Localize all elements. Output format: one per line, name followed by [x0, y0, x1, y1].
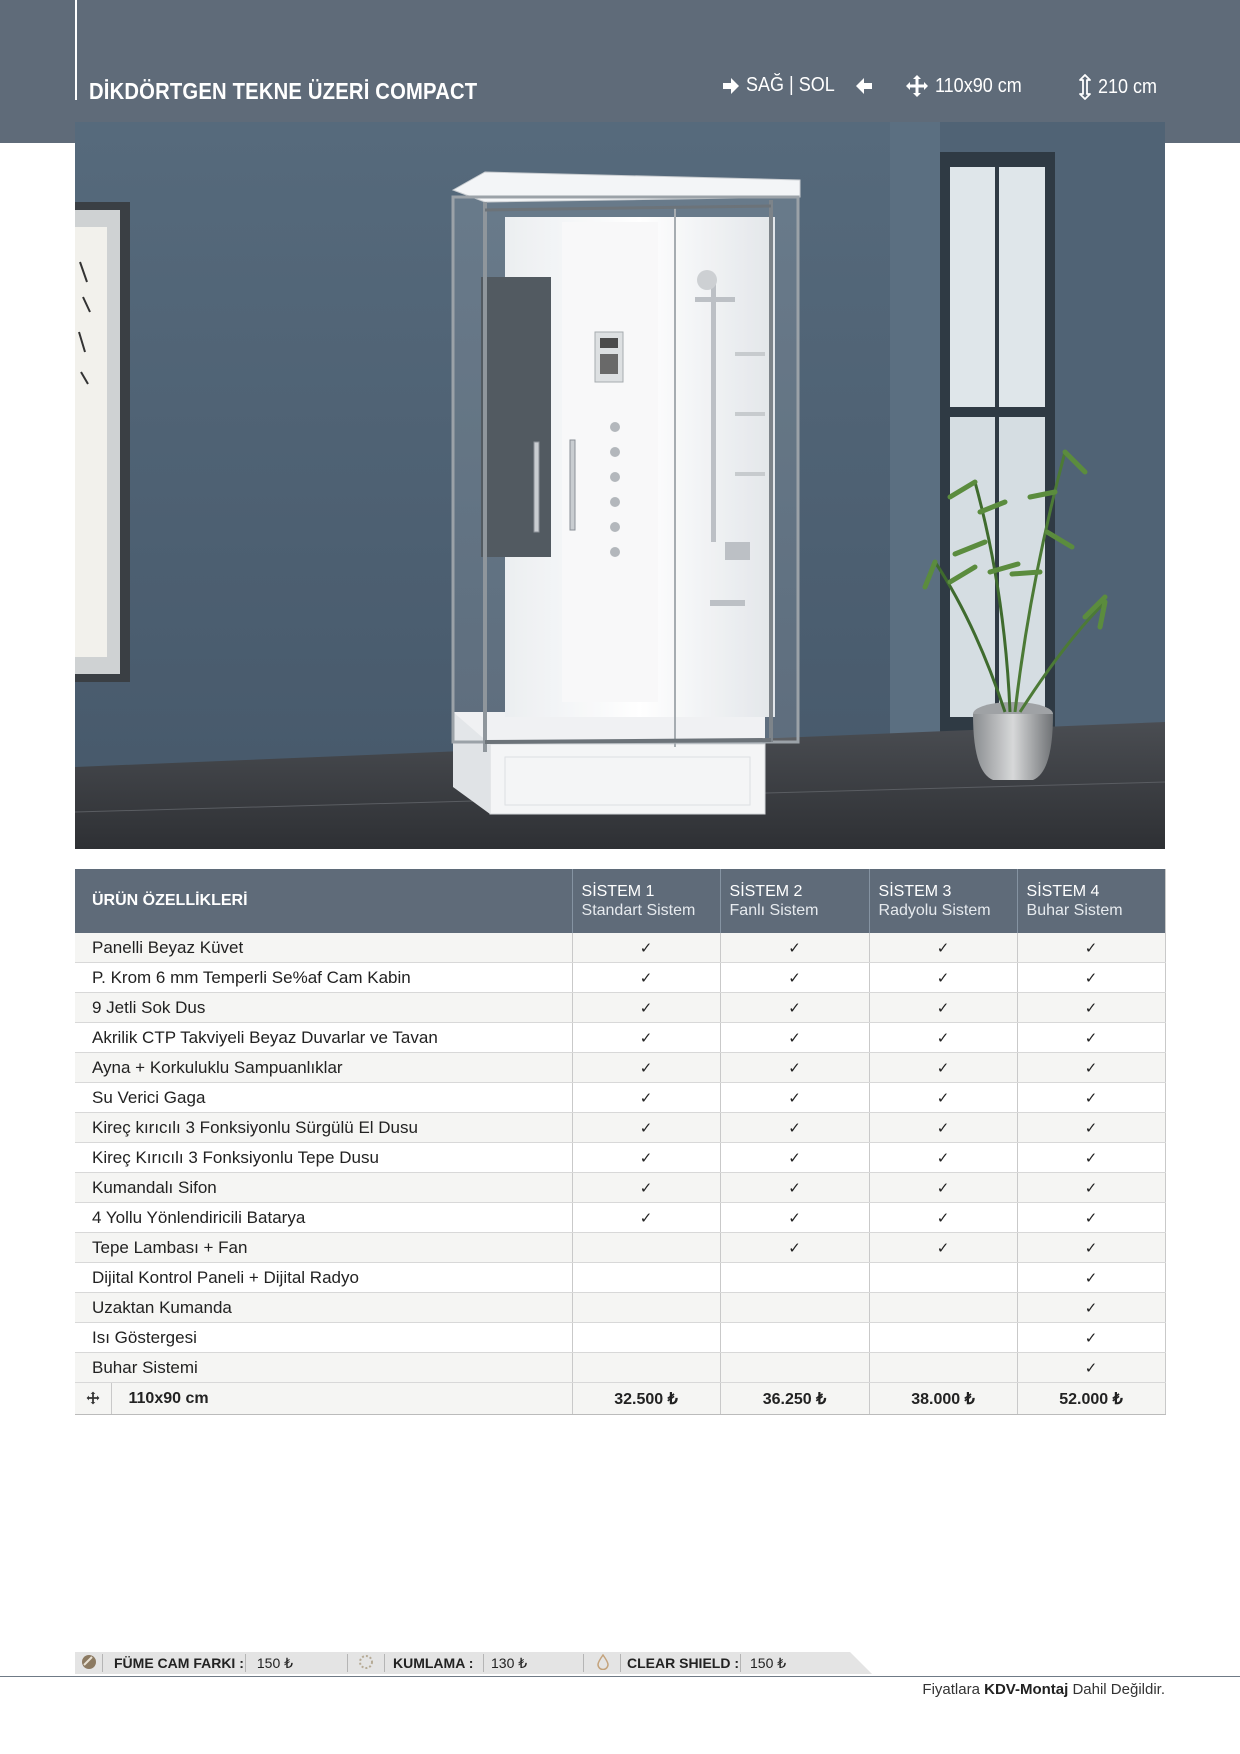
- feature-label: Kireç kırıcılı 3 Fonksiyonlu Sürgülü El Dusu: [75, 1113, 572, 1143]
- price-system-2: 36.250 ₺: [720, 1383, 869, 1415]
- height-arrow-icon: [1078, 74, 1092, 100]
- price-size-label: 110x90 cm: [111, 1383, 572, 1415]
- price-system-4: 52.000 ₺: [1017, 1383, 1165, 1415]
- system-4-header: SİSTEM 4 Buhar Sistem: [1017, 869, 1165, 933]
- feature-label: Ayna + Korkuluklu Sampuanlıklar: [75, 1053, 572, 1083]
- table-row: [75, 1233, 1165, 1263]
- option-divider: [620, 1654, 621, 1672]
- empty-cell: [572, 1293, 720, 1323]
- feature-label: 9 Jetli Sok Dus: [75, 993, 572, 1023]
- check-mark-icon: ✓: [572, 933, 720, 963]
- system-1-header: SİSTEM 1 Standart Sistem: [572, 869, 720, 933]
- empty-cell: [720, 1263, 869, 1293]
- option-clear-shield: [595, 1652, 611, 1674]
- check-mark-icon: ✓: [869, 1023, 1017, 1053]
- water-drop-icon: [595, 1654, 611, 1673]
- option-divider: [740, 1654, 741, 1672]
- check-mark-icon: ✓: [1017, 1353, 1165, 1383]
- table-header-row: [75, 869, 1165, 933]
- empty-cell: [572, 1263, 720, 1293]
- system-2-header: SİSTEM 2 Fanlı Sistem: [720, 869, 869, 933]
- price-row: [75, 1383, 1165, 1415]
- option-smoke-glass-label: FÜME CAM FARKI :: [114, 1655, 244, 1671]
- check-mark-icon: ✓: [1017, 1173, 1165, 1203]
- height-spec: [1078, 74, 1170, 100]
- feature-label: Kireç Kırıcılı 3 Fonksiyonlu Tepe Dusu: [75, 1143, 572, 1173]
- arrow-left-icon: [855, 77, 873, 95]
- check-mark-icon: ✓: [1017, 1053, 1165, 1083]
- option-clear-shield-label: CLEAR SHIELD :: [627, 1655, 739, 1671]
- option-divider: [583, 1654, 584, 1672]
- table-row: [75, 1053, 1165, 1083]
- check-mark-icon: ✓: [720, 1233, 869, 1263]
- table-row: [75, 1293, 1165, 1323]
- option-divider: [102, 1654, 103, 1672]
- option-divider: [384, 1654, 385, 1672]
- empty-cell: [720, 1353, 869, 1383]
- table-row: [75, 1143, 1165, 1173]
- feature-label: Panelli Beyaz Küvet: [75, 933, 572, 963]
- check-mark-icon: ✓: [720, 963, 869, 993]
- direction-spec: [722, 74, 873, 97]
- option-clear-shield-price-wrap: [750, 1652, 786, 1674]
- option-sandblast-label: KUMLAMA :: [393, 1655, 474, 1671]
- option-sandblast-price: 130 ₺: [491, 1654, 528, 1671]
- check-mark-icon: ✓: [1017, 1023, 1165, 1053]
- check-mark-icon: ✓: [1017, 1263, 1165, 1293]
- check-mark-icon: ✓: [720, 1203, 869, 1233]
- empty-cell: [572, 1323, 720, 1353]
- size-text: 110x90 cm: [935, 74, 1022, 97]
- check-mark-icon: ✓: [869, 933, 1017, 963]
- check-mark-icon: ✓: [572, 963, 720, 993]
- check-mark-icon: ✓: [572, 1143, 720, 1173]
- check-mark-icon: ✓: [1017, 933, 1165, 963]
- check-mark-icon: ✓: [1017, 1203, 1165, 1233]
- check-mark-icon: ✓: [720, 1053, 869, 1083]
- check-mark-icon: ✓: [1017, 1293, 1165, 1323]
- check-mark-icon: ✓: [1017, 1323, 1165, 1353]
- check-mark-icon: ✓: [869, 963, 1017, 993]
- feature-label: P. Krom 6 mm Temperli Se%af Cam Kabin: [75, 963, 572, 993]
- arrow-right-icon: [722, 77, 740, 95]
- check-mark-icon: ✓: [1017, 1083, 1165, 1113]
- feature-label: Akrilik CTP Takviyeli Beyaz Duvarlar ve Tavan: [75, 1023, 572, 1053]
- check-mark-icon: ✓: [720, 1023, 869, 1053]
- check-mark-icon: ✓: [572, 1083, 720, 1113]
- check-mark-icon: ✓: [1017, 1143, 1165, 1173]
- footer-note-before: Fiyatlara: [922, 1681, 985, 1698]
- option-divider: [347, 1654, 348, 1672]
- option-sandblast-text: [393, 1652, 473, 1674]
- size-spec: [905, 74, 1037, 98]
- check-mark-icon: ✓: [1017, 993, 1165, 1023]
- check-mark-icon: ✓: [869, 1203, 1017, 1233]
- option-divider: [483, 1654, 484, 1672]
- check-mark-icon: ✓: [869, 1053, 1017, 1083]
- table-row: [75, 1203, 1165, 1233]
- table-row: [75, 1353, 1165, 1383]
- feature-label: 4 Yollu Yönlendiricili Batarya: [75, 1203, 572, 1233]
- price-system-1: 32.500 ₺: [572, 1383, 720, 1415]
- check-mark-icon: ✓: [1017, 1233, 1165, 1263]
- table-row: [75, 1263, 1165, 1293]
- check-mark-icon: ✓: [720, 1143, 869, 1173]
- product-photo: [75, 122, 1165, 849]
- empty-cell: [869, 1263, 1017, 1293]
- empty-cell: [869, 1293, 1017, 1323]
- feature-label: Isı Göstergesi: [75, 1323, 572, 1353]
- options-strip: [75, 1652, 875, 1674]
- check-mark-icon: ✓: [869, 1173, 1017, 1203]
- empty-cell: [869, 1323, 1017, 1353]
- footer-line: [0, 1676, 1240, 1677]
- feature-label: Su Verici Gaga: [75, 1083, 572, 1113]
- check-mark-icon: ✓: [572, 1053, 720, 1083]
- check-mark-icon: ✓: [869, 1083, 1017, 1113]
- check-mark-icon: ✓: [720, 933, 869, 963]
- check-mark-icon: ✓: [1017, 1113, 1165, 1143]
- direction-text: SAĞ | SOL: [746, 74, 835, 96]
- footer-note-bold: KDV-Montaj: [984, 1681, 1069, 1698]
- check-mark-icon: ✓: [869, 1113, 1017, 1143]
- empty-cell: [869, 1353, 1017, 1383]
- empty-cell: [572, 1233, 720, 1263]
- option-sandblast: [358, 1652, 374, 1674]
- check-mark-icon: ✓: [720, 993, 869, 1023]
- option-sandblast-price-wrap: [491, 1652, 527, 1674]
- empty-cell: [720, 1323, 869, 1353]
- table-row: [75, 1323, 1165, 1353]
- height-text: 210 cm: [1098, 75, 1158, 98]
- table-row: [75, 933, 1165, 963]
- option-clear-shield-price: 150 ₺: [750, 1654, 787, 1671]
- footer-note: [922, 1681, 1165, 1698]
- features-table: [75, 869, 1166, 1415]
- empty-cell: [572, 1353, 720, 1383]
- smoke-glass-icon: [81, 1654, 97, 1673]
- check-mark-icon: ✓: [572, 1113, 720, 1143]
- check-mark-icon: ✓: [720, 1173, 869, 1203]
- check-mark-icon: ✓: [869, 1233, 1017, 1263]
- check-mark-icon: ✓: [869, 993, 1017, 1023]
- feature-label: Dijital Kontrol Paneli + Dijital Radyo: [75, 1263, 572, 1293]
- check-mark-icon: ✓: [572, 1173, 720, 1203]
- sandblast-icon: [358, 1654, 374, 1673]
- move-arrows-icon: [75, 1383, 111, 1415]
- check-mark-icon: ✓: [572, 1023, 720, 1053]
- feature-rows: [75, 933, 1165, 1383]
- option-clear-shield-text: [627, 1652, 739, 1674]
- option-divider: [245, 1654, 246, 1672]
- check-mark-icon: ✓: [1017, 963, 1165, 993]
- option-smoke-glass-price: 150 ₺: [256, 1654, 294, 1671]
- table-row: [75, 1113, 1165, 1143]
- option-smoke-glass: [81, 1652, 293, 1674]
- header-rule: [75, 0, 77, 100]
- check-mark-icon: ✓: [869, 1143, 1017, 1173]
- page-title: DİKDÖRTGEN TEKNE ÜZERİ COMPACT: [89, 78, 478, 104]
- table-row: [75, 963, 1165, 993]
- empty-cell: [720, 1293, 869, 1323]
- table-row: [75, 1173, 1165, 1203]
- table-row: [75, 1023, 1165, 1053]
- check-mark-icon: ✓: [720, 1113, 869, 1143]
- feature-label: Uzaktan Kumanda: [75, 1293, 572, 1323]
- check-mark-icon: ✓: [572, 993, 720, 1023]
- check-mark-icon: ✓: [720, 1083, 869, 1113]
- footer-note-after: Dahil Değildir.: [1068, 1681, 1165, 1698]
- feature-label: Tepe Lambası + Fan: [75, 1233, 572, 1263]
- features-header: ÜRÜN ÖZELLİKLERİ: [75, 869, 572, 933]
- check-mark-icon: ✓: [572, 1203, 720, 1233]
- feature-label: Buhar Sistemi: [75, 1353, 572, 1383]
- feature-label: Kumandalı Sifon: [75, 1173, 572, 1203]
- move-arrows-icon: [905, 74, 929, 98]
- table-row: [75, 1083, 1165, 1113]
- system-3-header: SİSTEM 3 Radyolu Sistem: [869, 869, 1017, 933]
- price-system-3: 38.000 ₺: [869, 1383, 1017, 1415]
- table-row: [75, 993, 1165, 1023]
